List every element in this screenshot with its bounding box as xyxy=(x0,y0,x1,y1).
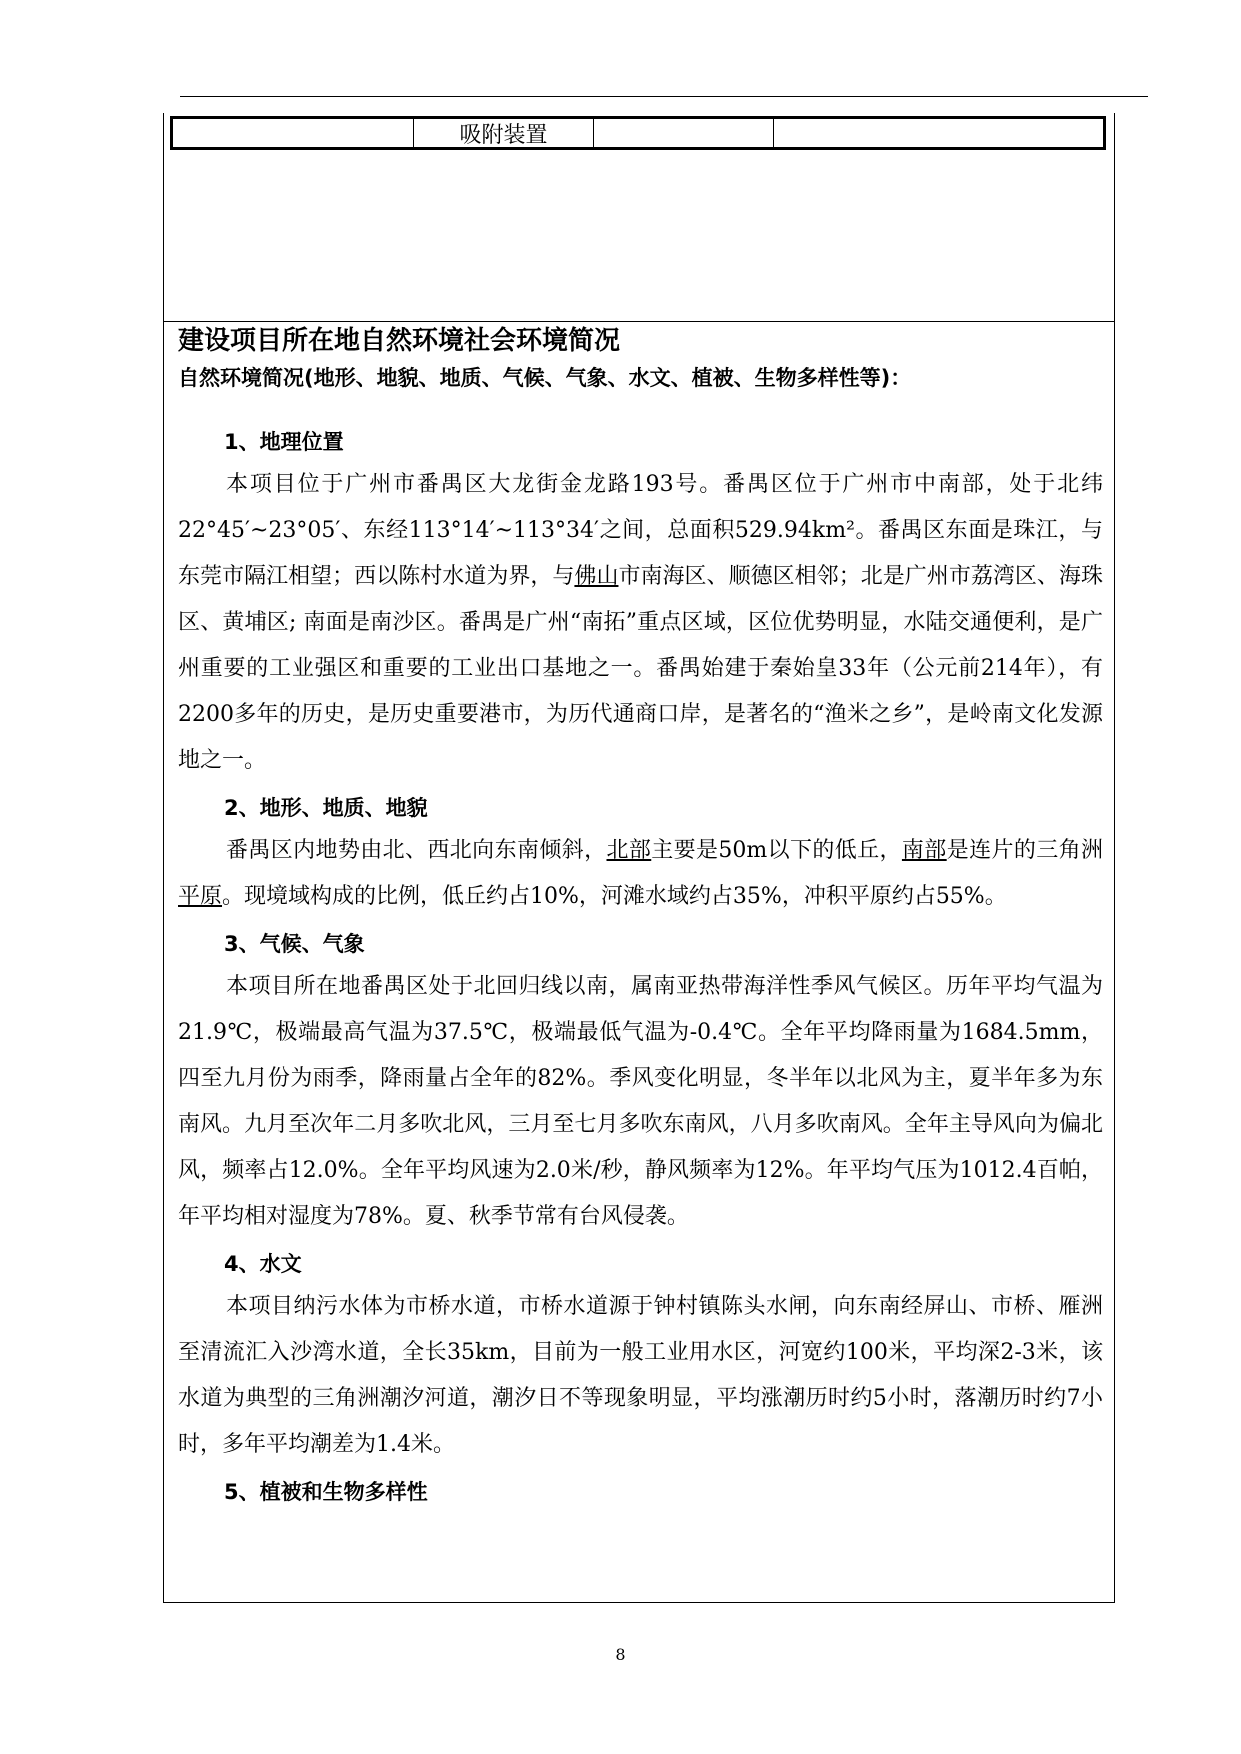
environment-overview xyxy=(178,322,1103,1512)
section-heading-vegetation: 5、植被和生物多样性 xyxy=(224,1480,428,1504)
table-cell xyxy=(774,119,1103,147)
paragraph-terrain: 番禺区内地势由北、西北向东南倾斜，北部主要是50m以下的低丘，南部是连片的三角洲平原。现境域构成的比例，低丘约占10%，河滩水域约占35%，冲积平原约占55%。 xyxy=(178,838,1103,909)
section-heading-climate: 3、气候、气象 xyxy=(224,932,365,956)
paragraph-location: 本项目位于广州市番禺区大龙街金龙路193号。番禺区位于广州市中南部，处于北纬22°45′~23°05′、东经113°14′~113°34′之间，总面积529.94km²。番禺区东面是珠江，与东莞市隔江相望；西以陈村水道为界，与佛山市南海区、顺德区相邻；北是广州市荔湾区、海珠区、黄埔区; 南面是南沙区。番禺是广州“南拓”重点区域，区位优势明显，水陆交通便利，是广州重要的工业强区和重要的工业出口基地之一。番禺始建于秦始皇33年（公元前214年），有2200多年的历史，是历史重要港市，为历代通商口岸，是著名的“渔米之乡”，是岭南文化发源地之一。 xyxy=(178,472,1103,773)
foshan-link: 佛山 xyxy=(574,564,619,589)
paragraph-climate: 本项目所在地番禺区处于北回归线以南，属南亚热带海洋性季风气候区。历年平均气温为21.9℃，极端最高气温为37.5℃，极端最低气温为-0.4℃。全年平均降雨量为1684.5mm，四至九月份为雨季，降雨量占全年的82%。季风变化明显，冬半年以北风为主，夏半年多为东南风。九月至次年二月多吹北风，三月至七月多吹东南风，八月多吹南风。全年主导风向为偏北风，频率占12.0%。全年平均风速为2.0米/秒，静风频率为12%。年平均气压为1012.4百帕，年平均相对湿度为78%。夏、秋季节常有台风侵袭。 xyxy=(178,974,1103,1229)
equipment-table-row xyxy=(170,116,1106,150)
table-cell xyxy=(594,119,774,147)
table-cell: 吸附装置 xyxy=(414,119,594,147)
paragraph-hydrology: 本项目纳污水体为市桥水道，市桥水道源于钟村镇陈头水闸，向东南经屏山、市桥、雁洲至清流汇入沙湾水道，全长35km，目前为一般工业用水区，河宽约100米，平均深2-3米，该水道为典型的三角洲潮汐河道，潮汐日不等现象明显，平均涨潮历时约5小时，落潮历时约7小时，多年平均潮差为1.4米。 xyxy=(178,1294,1103,1457)
page-title: 建设项目所在地自然环境社会环境简况 xyxy=(178,326,621,356)
header-rule xyxy=(180,96,1148,97)
page-number: 8 xyxy=(615,1645,626,1664)
natural-environment-subtitle: 自然环境简况(地形、地貌、地质、气候、气象、水文、植被、生物多样性等)： xyxy=(178,366,912,390)
table-cell xyxy=(173,119,414,147)
section-heading-terrain: 2、地形、地质、地貌 xyxy=(224,796,428,820)
section-heading-location: 1、地理位置 xyxy=(224,430,344,454)
section-heading-hydrology: 4、水文 xyxy=(224,1252,302,1276)
